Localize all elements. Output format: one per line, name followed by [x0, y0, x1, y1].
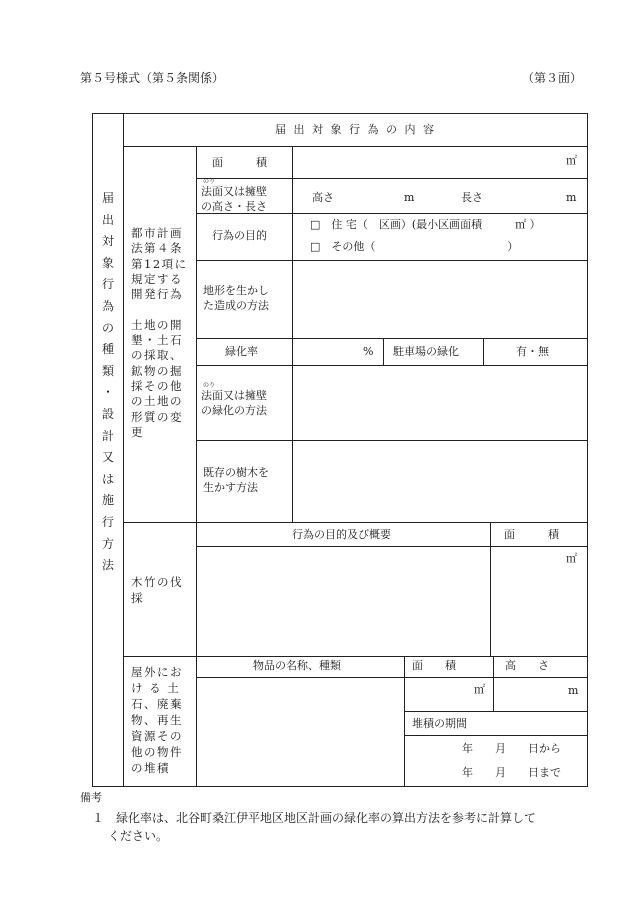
- side-label-char: 施: [101, 493, 114, 508]
- section1-label: [131, 226, 193, 440]
- height-unit: m: [404, 191, 415, 204]
- side-label-char: 計: [101, 428, 114, 443]
- section2-area-unit: ㎡: [566, 552, 577, 565]
- trees-label-line: 生かす方法: [203, 481, 258, 494]
- section3-height-unit: m: [568, 684, 579, 697]
- section3-area-header: 面 積: [412, 659, 456, 672]
- side-label-char: 届: [101, 191, 114, 205]
- period-from: 年 月 日から: [462, 742, 561, 755]
- notes-title: 備考: [80, 791, 102, 804]
- side-label-char: 類: [101, 363, 114, 378]
- page-number: （第３面）: [522, 71, 583, 85]
- side-label-char: 為: [101, 298, 114, 313]
- area-label: 面 積: [212, 156, 267, 169]
- sec2-label-line: 採: [131, 591, 144, 605]
- sec1-label-line: 第12項に: [131, 256, 188, 271]
- note-1-line1: １ 緑化率は、北谷町桑江伊平地区地区計画の緑化率の算出方法を参考に計算して: [92, 811, 537, 825]
- slope-label: [201, 184, 291, 214]
- side-label-char: 行: [101, 277, 114, 292]
- sec1-label-line: 規定する: [131, 271, 183, 286]
- trees-label: [203, 465, 291, 495]
- side-label-char: は: [101, 471, 114, 486]
- section2-area-header: 面 積: [504, 528, 559, 541]
- sec1-label-line: 開発行為: [131, 287, 183, 302]
- table-title: 届 出 対 象 行 為 の 内 容: [275, 123, 436, 136]
- green-ratio-unit: %: [363, 345, 374, 358]
- side-label-char: 設: [101, 406, 114, 421]
- note-1-line2: ください。: [108, 829, 169, 843]
- slope-green-ruby: のり: [203, 382, 216, 389]
- sec1-label-line: 採その他: [131, 378, 183, 393]
- item-name-header: 物品の名称、種類: [253, 659, 341, 672]
- purpose-option-other: □ その他（ ）: [310, 240, 519, 253]
- side-label-char: 行: [101, 514, 114, 529]
- side-label-char: の: [101, 320, 114, 335]
- sec3-label-line: の堆積: [131, 761, 170, 775]
- slope-green-label-line: の緑化の方法: [201, 404, 267, 417]
- side-label-char: 又: [101, 450, 114, 465]
- green-ratio-label: 緑化率: [225, 345, 258, 358]
- sec1-label-line: の土地の: [131, 394, 183, 409]
- sec3-label-line: 物、再生: [131, 713, 183, 727]
- sec1-label-line: 土地の開: [131, 317, 183, 332]
- purpose-option-housing: □ 住 宅（ 区画）(最小区画面積 ㎡ ）: [310, 218, 541, 231]
- slope-label-line: 法面又は擁壁: [201, 185, 267, 198]
- side-label-char: 象: [101, 255, 114, 270]
- purpose-summary-header: 行為の目的及び概要: [292, 528, 391, 541]
- form-number: 第５号様式（第５条関係）: [80, 71, 225, 85]
- side-label-char: 種: [101, 342, 114, 357]
- slope-green-label-line: 法面又は擁壁: [201, 389, 267, 402]
- sec1-label-line: 鉱物の掘: [131, 363, 183, 378]
- sec1-label-line: [131, 302, 193, 317]
- side-label-char: ・: [101, 385, 114, 400]
- side-label-char: 方: [101, 536, 114, 551]
- section3-area-unit: ㎡: [474, 683, 485, 696]
- terrain-label: [203, 283, 291, 313]
- side-label-char: 法: [101, 558, 114, 573]
- sec1-label-line: の採取、: [131, 348, 183, 363]
- length-label: 長さ: [461, 191, 483, 204]
- section2-label: [131, 574, 193, 606]
- sec3-label-line: 屋外にお: [131, 665, 183, 679]
- sec1-label-line: 更: [131, 424, 144, 439]
- sec1-label-line: 墾・土石: [131, 333, 183, 348]
- sec1-label-line: 都市計画: [131, 226, 183, 240]
- section3-height-header: 高 さ: [505, 659, 549, 672]
- slope-ruby: のり: [203, 178, 216, 185]
- sec1-label-line: 形質の変: [131, 409, 183, 424]
- terrain-label-line: 地形を生かし: [203, 284, 269, 297]
- sec3-label-line: け る 土: [131, 681, 181, 695]
- period-label: 堆積の期間: [412, 717, 467, 730]
- parking-green-value: 有・無: [516, 345, 549, 358]
- trees-label-line: 既存の樹木を: [203, 466, 269, 479]
- sec2-label-line: 木竹の伐: [131, 575, 183, 589]
- purpose-label: 行為の目的: [212, 229, 267, 242]
- side-label: [99, 192, 117, 581]
- height-label: 高さ: [312, 191, 334, 204]
- area-unit: ㎡: [566, 154, 577, 167]
- parking-green-label: 駐車場の緑化: [393, 345, 459, 358]
- slope-label-line: の高さ・長さ: [201, 200, 267, 213]
- sec3-label-line: 資源その: [131, 729, 183, 743]
- section3-label: [131, 664, 193, 776]
- sec1-label-line: 法第４条: [131, 241, 183, 256]
- side-label-char: 対: [101, 234, 114, 249]
- terrain-label-line: た造成の方法: [203, 299, 269, 312]
- sec3-label-line: 他の物件: [131, 745, 183, 759]
- slope-green-label: [201, 388, 291, 418]
- length-unit: m: [566, 191, 577, 204]
- sec3-label-line: 石、廃棄: [131, 697, 183, 711]
- period-to: 年 月 日まで: [462, 766, 561, 779]
- side-label-char: 出: [101, 212, 114, 227]
